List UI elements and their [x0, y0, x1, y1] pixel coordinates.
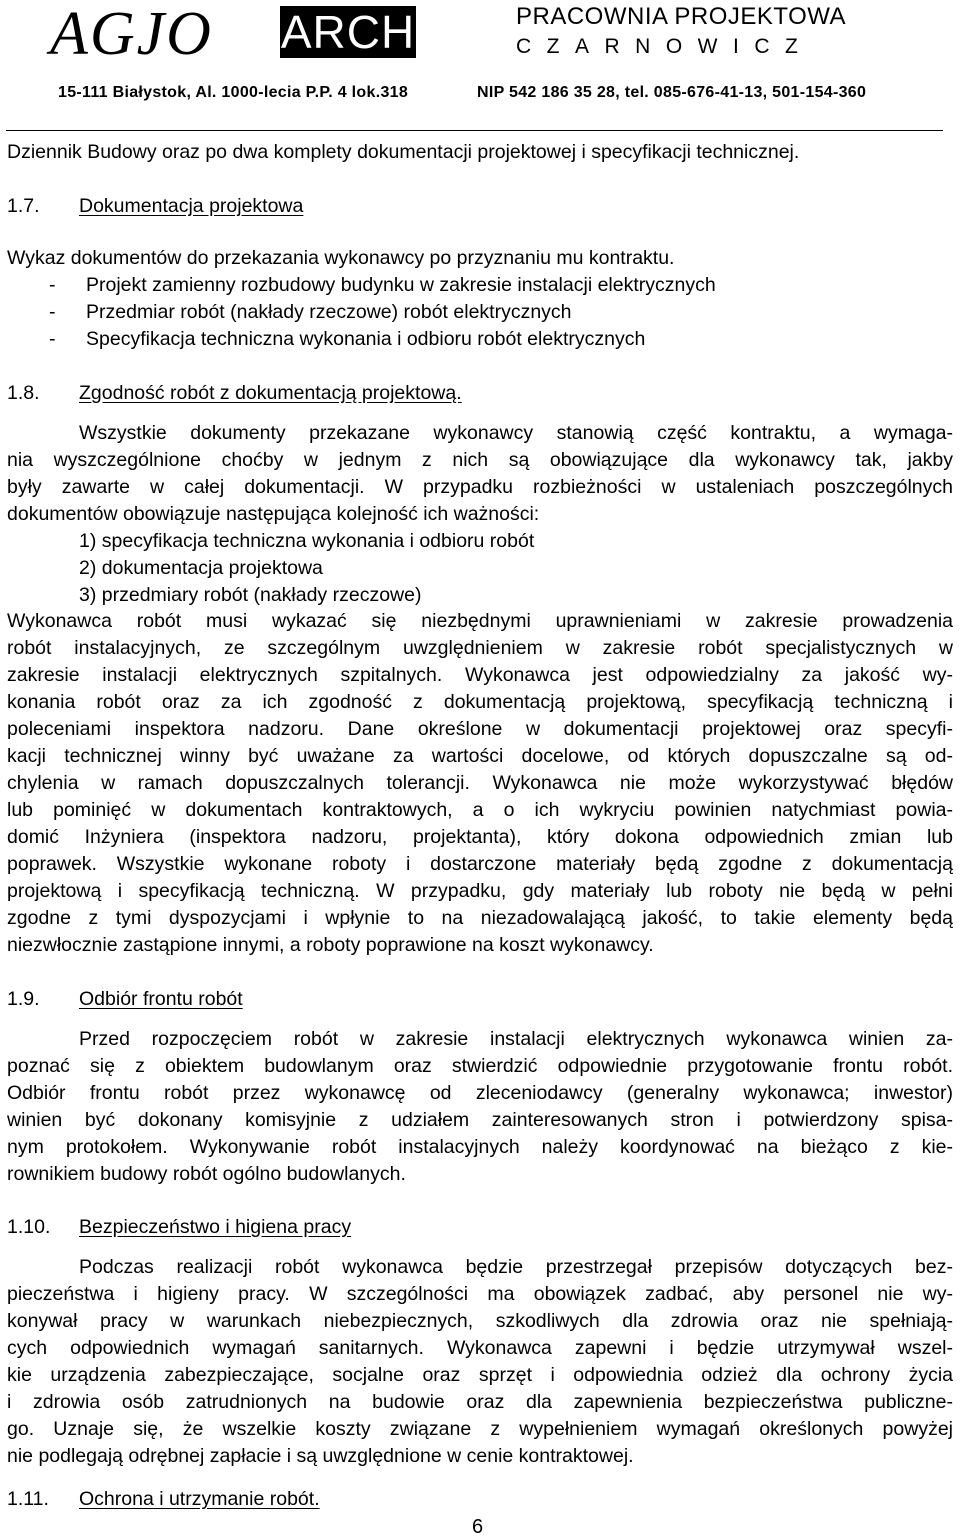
- paragraph-line: Przed rozpoczęciem robót w zakresie instalacji elektrycznych wykonawca winien za-: [79, 1028, 953, 1050]
- order-item: 3) przedmiary robót (nakłady rzeczowe): [79, 584, 422, 606]
- paragraph-line: poprawek. Wszystkie wykonane roboty i dostarczone materiały będą zgodne z dokumentacją: [7, 853, 953, 875]
- paragraph-line: cych odpowiednich wymagań sanitarnych. Wykonawca zapewni i będzie utrzymywał wszel-: [7, 1337, 953, 1359]
- firm-name: PRACOWNIA PROJEKTOWA: [516, 3, 847, 30]
- paragraph-line: i zdrowia osób zatrudnionych na budowie oraz dla zapewnienia bezpieczeństwa publiczne-: [7, 1391, 953, 1413]
- section-title: Bezpieczeństwo i higiena pracy: [79, 1216, 352, 1238]
- page-number: 6: [472, 1516, 484, 1538]
- list-item: Przedmiar robót (nakłady rzeczowe) robót elektrycznych: [86, 301, 572, 323]
- paragraph-line: poleceniami inspektora nadzoru. Dane określone w dokumentacji projektowej oraz specyfi-: [7, 718, 953, 740]
- paragraph-line: nym protokołem. Wykonywanie robót instalacyjnych należy koordynować na bieżąco z kie-: [7, 1136, 953, 1158]
- paragraph-line: zgodne z tymi dyspozycjami i wpłynie to na niezadowalającą jakość, to takie elementy będą: [7, 907, 953, 929]
- paragraph-line: dokumentów obowiązuje następująca kolejność ich ważności:: [7, 503, 540, 525]
- paragraph-line: Podczas realizacji robót wykonawca będzie przestrzegał przepisów dotyczących bez-: [79, 1256, 953, 1278]
- paragraph-line: chylenia w ramach dopuszczalnych tolerancji. Wykonawca nie może wykorzystywać błędów: [7, 772, 953, 794]
- paragraph-line: poznać się z obiektem budowlanym oraz stwierdzić odpowiednie przygotowanie frontu robót.: [7, 1055, 953, 1077]
- section-title: Ochrona i utrzymanie robót.: [79, 1488, 320, 1510]
- paragraph-line: robót instalacyjnych, ze szczególnym uwzględnieniem w zakresie robót specjalistycznych w: [7, 637, 953, 659]
- paragraph-line: były zawarte w całej dokumentacji. W przypadku rozbieżności w ustaleniach poszczególnych: [7, 476, 953, 498]
- list-bullet: -: [49, 274, 56, 296]
- paragraph-line: zakresie instalacji elektrycznych szpitalnych. Wykonawca jest odpowiedzialny za jakość wy-: [7, 664, 953, 686]
- paragraph-line: Wszystkie dokumenty przekazane wykonawcy stanowią część kontraktu, a wymaga-: [79, 422, 953, 444]
- order-item: 1) specyfikacja techniczna wykonania i odbioru robót: [79, 530, 535, 552]
- firm-address: 15-111 Białystok, Al. 1000-lecia P.P. 4 lok.318: [58, 84, 409, 101]
- section-number: 1.7.: [7, 195, 40, 217]
- list-item: Projekt zamienny rozbudowy budynku w zakresie instalacji elektrycznych: [86, 274, 716, 296]
- paragraph-line: Wykonawca robót musi wykazać się niezbędnymi uprawnieniami w zakresie prowadzenia: [7, 610, 953, 632]
- intro-line: Dziennik Budowy oraz po dwa komplety dokumentacji projektowej i specyfikacji technicznej.: [7, 141, 800, 163]
- section-number: 1.8.: [7, 382, 40, 404]
- paragraph-line: winien być dokonany komisyjnie z udziałem zainteresowanych stron i potwierdzony spisa-: [7, 1109, 953, 1131]
- paragraph-line: rownikiem budowy robót ogólno budowlanych.: [7, 1163, 406, 1185]
- paragraph-line: kie urządzenia zabezpieczające, socjalne oraz sprzęt i odpowiednia odzież dla ochrony życia: [7, 1364, 953, 1386]
- paragraph-line: projektową i specyfikacją techniczną. W przypadku, gdy materiały lub roboty nie będą w pełni: [7, 880, 953, 902]
- list-item: Specyfikacja techniczna wykonania i odbioru robót elektrycznych: [86, 328, 646, 350]
- paragraph-line: Odbiór frontu robót przez wykonawcę od zleceniodawcy (generalny wykonawca; inwestor): [7, 1082, 953, 1104]
- paragraph-line: lub pominięć w dokumentach kontraktowych, a o ich wykryciu powinien natychmiast powia-: [7, 799, 953, 821]
- paragraph-line: go. Uznaje się, że wszelkie koszty związane z wypełnieniem wymagań określonych powyżej: [7, 1418, 953, 1440]
- section-title: Zgodność robót z dokumentacją projektową.: [79, 382, 462, 404]
- paragraph-line: nia wyszczególnione choćby w jednym z nich są obowiązujące dla wykonawcy tak, jakby: [7, 449, 953, 471]
- paragraph-line: niezwłocznie zastąpione innymi, a roboty poprawione na koszt wykonawcy.: [7, 934, 654, 956]
- firm-contact: NIP 542 186 35 28, tel. 085-676-41-13, 501-154-360: [477, 84, 867, 101]
- paragraph-line: konania robót oraz za ich zgodność z dokumentacją projektową, specyfikacją techniczną i: [7, 691, 953, 713]
- paragraph-line: konywał pracy w warunkach niebezpiecznych, szkodliwych dla zdrowia oraz nie spełniają-: [7, 1310, 953, 1332]
- paragraph-line: pieczeństwa i higieny pracy. W szczególności ma obowiązek zadbać, aby personel nie wy-: [7, 1283, 953, 1305]
- paragraph-line: nie podlegają odrębnej zapłacie i są uwzględnione w cenie kontraktowej.: [7, 1445, 634, 1467]
- header-divider: [6, 130, 943, 131]
- section-intro: Wykaz dokumentów do przekazania wykonawcy po przyznaniu mu kontraktu.: [7, 247, 675, 269]
- list-bullet: -: [49, 328, 56, 350]
- logo-agjo: AGJO: [50, 0, 213, 68]
- section-title: Odbiór frontu robót: [79, 988, 243, 1010]
- section-number: 1.9.: [7, 988, 40, 1010]
- order-item: 2) dokumentacja projektowa: [79, 557, 323, 579]
- section-number: 1.11.: [7, 1488, 49, 1510]
- paragraph-line: kacji technicznej winny być uważane za wartości docelowe, od których dopuszczalne są od-: [7, 745, 953, 767]
- section-number: 1.10.: [7, 1216, 51, 1238]
- list-bullet: -: [49, 301, 56, 323]
- logo-arch: ARCH: [280, 6, 416, 58]
- section-title: Dokumentacja projektowa: [79, 195, 304, 217]
- paragraph-line: domić Inżyniera (inspektora nadzoru, projektanta), który dokona odpowiednich zmian lub: [7, 826, 953, 848]
- firm-location: CZARNOWICZ: [516, 35, 814, 58]
